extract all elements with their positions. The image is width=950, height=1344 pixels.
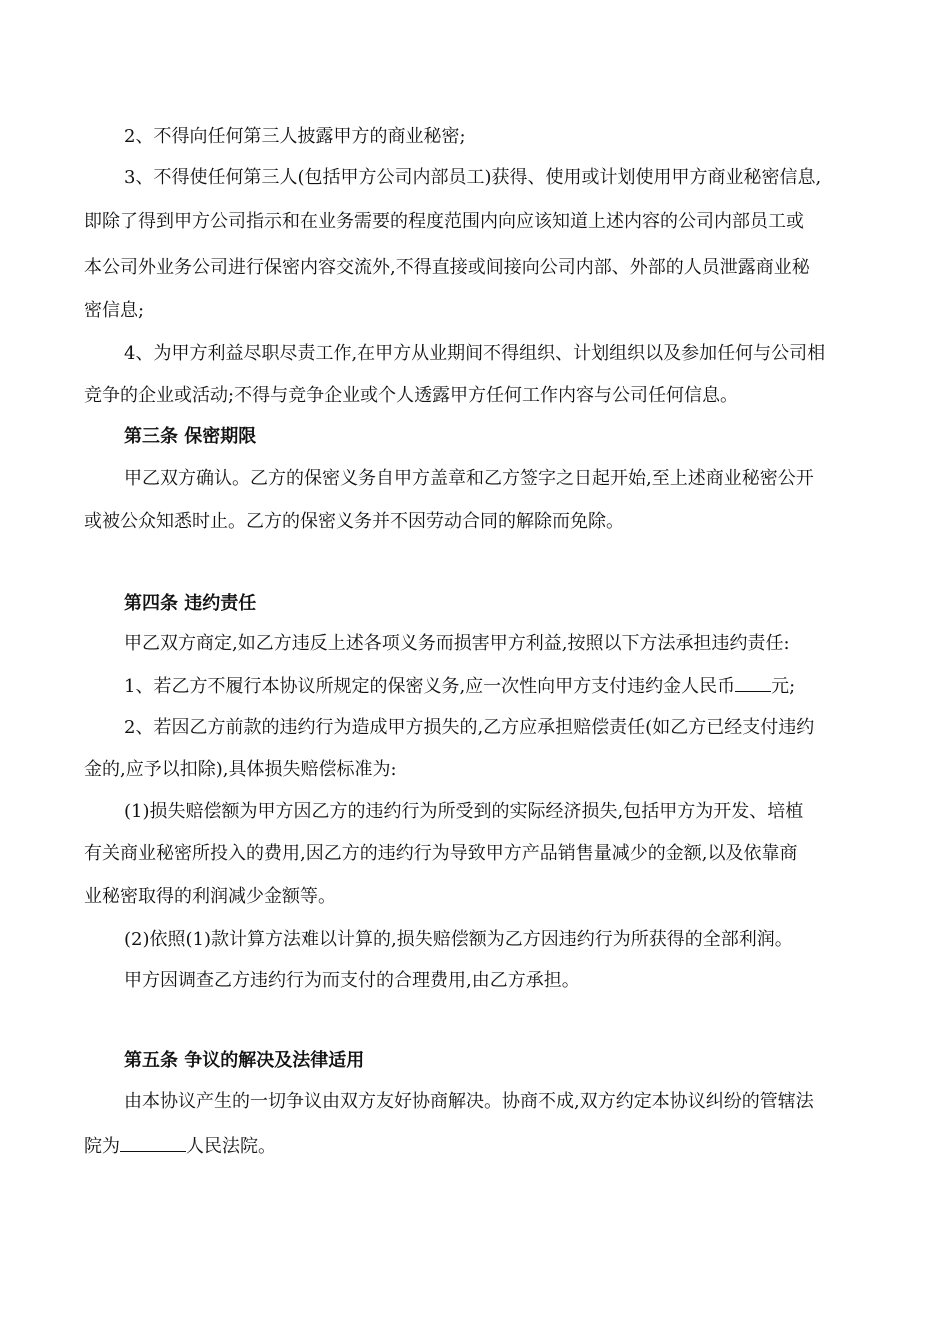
paragraph-line: 甲乙双方确认。乙方的保密义务自甲方盖章和乙方签字之日起开始,至上述商业秘密公开: [124, 468, 814, 489]
clause-text: 元;: [771, 676, 796, 697]
paragraph-line: 密信息;: [84, 300, 145, 321]
paragraph-line: 3、不得使任何第三人(包括甲方公司内部员工)获得、使用或计划使用甲方商业秘密信息,: [124, 167, 822, 188]
clause-text: 人民法院。: [186, 1136, 276, 1157]
paragraph-line: (2)依照(1)款计算方法难以计算的,损失赔偿额为乙方因违约行为所获得的全部利润。: [124, 929, 793, 950]
paragraph-line: 即除了得到甲方公司指示和在业务需要的程度范围内向应该知道上述内容的公司内部员工或: [84, 211, 804, 232]
section-heading: 第三条 保密期限: [124, 426, 257, 447]
clause-text: 1、若乙方不履行本协议所规定的保密义务,应一次性向甲方支付违约金人民币: [124, 676, 736, 697]
paragraph-line: [124, 675, 795, 699]
paragraph-line: 本公司外业务公司进行保密内容交流外,不得直接或间接向公司内部、外部的人员泄露商业秘: [84, 257, 810, 278]
paragraph-line: 竞争的企业或活动;不得与竞争企业或个人透露甲方任何工作内容与公司任何信息。: [84, 385, 739, 406]
paragraph-line: 由本协议产生的一切争议由双方友好协商解决。协商不成,双方约定本协议纠纷的管辖法: [124, 1091, 814, 1112]
paragraph-line: 有关商业秘密所投入的费用,因乙方的违约行为导致甲方产品销售量减少的金额,以及依靠商: [84, 843, 798, 864]
paragraph-line: 金的,应予以扣除),具体损失赔偿标准为:: [84, 759, 397, 780]
paragraph-line: 4、为甲方利益尽职尽责工作,在甲方从业期间不得组织、计划组织以及参加任何与公司相: [124, 343, 826, 364]
section-heading: 第四条 违约责任: [124, 593, 257, 614]
clause-text: 院为: [84, 1136, 120, 1157]
paragraph-line: 甲方因调查乙方违约行为而支付的合理费用,由乙方承担。: [124, 970, 580, 991]
paragraph-line: 甲乙双方商定,如乙方违反上述各项义务而损害甲方利益,按照以下方法承担违约责任:: [124, 633, 790, 654]
paragraph-line: [84, 1135, 276, 1159]
paragraph-line: (1)损失赔偿额为甲方因乙方的违约行为所受到的实际经济损失,包括甲方为开发、培植: [124, 801, 804, 822]
paragraph-line: 业秘密取得的利润减少金额等。: [84, 886, 336, 907]
amount-blank: [735, 675, 771, 692]
paragraph-line: 2、若因乙方前款的违约行为造成甲方损失的,乙方应承担赔偿责任(如乙方已经支付违约: [124, 717, 815, 738]
section-heading: 第五条 争议的解决及法律适用: [124, 1050, 365, 1071]
paragraph-line: 或被公众知悉时止。乙方的保密义务并不因劳动合同的解除而免除。: [84, 511, 624, 532]
paragraph-line: 2、不得向任何第三人披露甲方的商业秘密;: [124, 126, 466, 147]
court-blank: [120, 1135, 186, 1152]
